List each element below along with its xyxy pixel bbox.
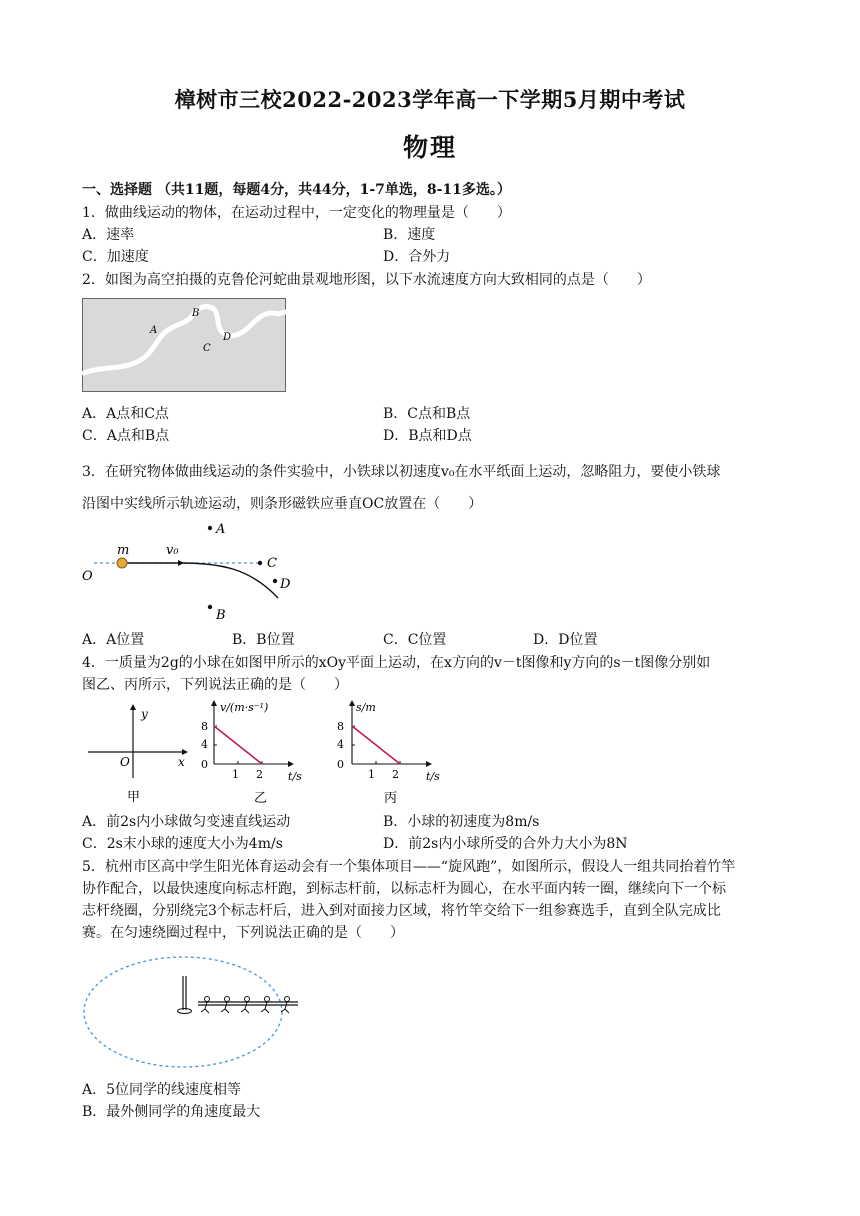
map-frame [83,299,286,392]
point-d [273,579,277,583]
q4-stem-line2: 图乙、丙所示，下列说法正确的是（ ） [82,677,348,693]
section-heading: 一、选择题 （共11题，每题4分，共44分，1-7单选，8-11多选。） [82,182,511,198]
vt-x-arrow [288,761,294,767]
figure-label-bing: 丙 [384,791,398,806]
q4-option-a: A．前2s内小球做匀变速直线运动 [82,814,291,830]
q5-stem-line4: 赛。在匀速绕圈过程中，下列说法正确的是（ ） [82,925,404,941]
q3-trajectory-figure [80,518,310,626]
vt-tick-1: 1 [232,768,239,781]
label-o: O [82,569,93,584]
q3-option-b: B．B位置 [232,632,295,648]
circular-path [84,957,282,1067]
figure-label-jia: 甲 [127,790,141,805]
q4-figure-jia [82,700,192,805]
q4-figure-yi [196,698,308,808]
map-label-d: D [223,332,232,343]
figure-label-yi: 乙 [254,791,268,806]
vt-ylabel: v/(m·s⁻¹) [220,701,269,714]
vt-tick-0: 0 [201,758,208,771]
st-series-line [352,726,400,764]
point-b [208,605,212,609]
label-v0: v₀ [166,543,179,558]
q4-stem-line1: 4．一质量为2g的小球在如图甲所示的xOy平面上运动，在x方向的v－t图像和y方向的s－t图像分别如 [82,655,711,671]
vt-y-arrow [211,700,217,706]
q3-option-a: A．A位置 [82,632,145,648]
st-x-arrow [426,761,432,767]
vt-tick-4: 4 [201,738,208,751]
map-label-b: B [192,308,200,319]
q5-whirlwind-figure [80,952,302,1072]
svg-text:O: O [120,755,130,769]
q3-option-d: D．D位置 [533,632,598,648]
st-tick-4: 4 [337,738,344,751]
point-a [208,526,212,530]
q2-stem: 2．如图为高空拍摄的克鲁伦河蛇曲景观地形图，以下水流速度方向大致相同的点是（ ） [82,272,651,288]
label-c: C [267,556,277,571]
vt-tick-2: 2 [256,768,263,781]
q5-option-b: B．最外侧同学的角速度最大 [82,1104,261,1120]
q4-option-d: D．前2s内小球所受的合外力大小为8N [383,836,628,852]
q3-stem-line2: 沿图中实线所示轨迹运动，则条形磁铁应垂直OC放置在（ ） [82,496,483,512]
q5-stem-line3: 志杆绕圈，分别绕完3个标志杆后，进入到对面接力区域，将竹竿交给下一组参赛选手，直到全队完成比 [82,903,721,919]
st-tick-0: 0 [337,758,344,771]
q2-option-c: C．A点和B点 [82,428,170,444]
iron-ball [117,558,127,568]
q5-option-a: A．5位同学的线速度相等 [82,1082,242,1098]
label-m: m [117,543,130,558]
page-title: 樟树市三校2022-2023学年高一下学期5月期中考试 [174,87,686,112]
st-xlabel: t/s [426,770,440,783]
q3-option-c: C．C位置 [383,632,447,648]
q1-option-a: A．速率 [82,227,135,243]
q1-option-c: C．加速度 [82,249,149,265]
velocity-arrow [178,560,184,566]
st-y-arrow [349,700,355,706]
map-label-a: A [150,325,158,336]
q5-stem-line2: 协作配合，以最快速度向标志杆跑，到标志杆前，以标志杆为圆心，在水平面内转一圈，继续向下一个标 [82,881,726,897]
st-tick-8: 8 [337,720,344,733]
trajectory-curve [122,563,278,598]
svg-text:x: x [178,755,185,769]
point-c [258,561,262,565]
q1-option-d: D．合外力 [383,249,451,265]
q5-stem-line1: 5．杭州市区高中学生阳光体育运动会有一个集体项目——“旋风跑”，如图所示，假设人一组共同抬着竹竿 [82,859,736,875]
map-label-c: C [203,343,211,354]
st-tick-2: 2 [392,768,399,781]
q2-river-map [82,298,286,392]
label-d: D [280,577,291,592]
label-a: A [216,522,226,537]
q4-figure-bing [334,698,446,808]
vt-xlabel: t/s [288,770,302,783]
st-tick-1: 1 [368,768,375,781]
q3-stem-line1: 3．在研究物体做曲线运动的条件实验中，小铁球以初速度v₀在水平纸面上运动，忽略阻力，要使小铁球 [82,464,721,480]
st-ylabel: s/m [356,701,376,714]
q1-option-b: B．速度 [383,227,436,243]
q4-option-b: B．小球的初速度为8m/s [383,814,540,830]
q4-option-c: C．2s末小球的速度大小为4m/s [82,836,283,852]
label-b: B [216,608,226,623]
vt-series-line [214,726,262,764]
vt-tick-8: 8 [201,720,208,733]
q1-stem: 1．做曲线运动的物体，在运动过程中，一定变化的物理量是（ ） [82,205,511,221]
q2-option-b: B．C点和B点 [383,406,471,422]
q2-option-a: A．A点和C点 [82,406,169,422]
q2-option-d: D．B点和D点 [383,428,472,444]
subject-title: 物理 [402,133,457,162]
svg-text:y: y [141,707,148,721]
